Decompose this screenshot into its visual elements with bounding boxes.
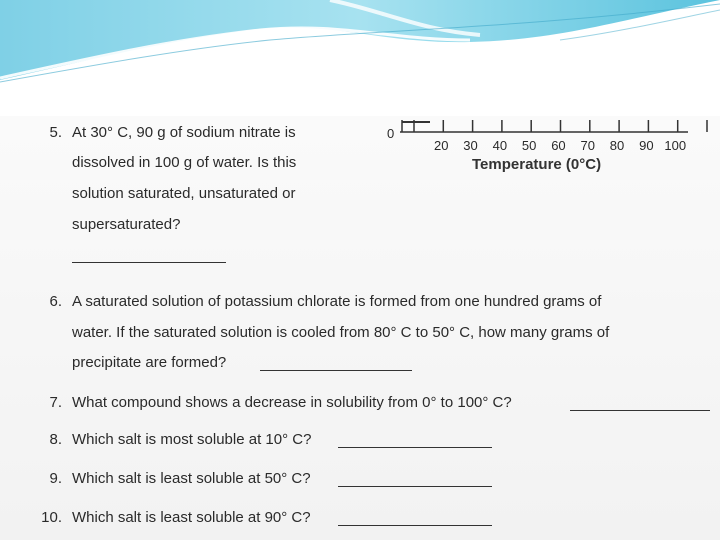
question-6-line-3: precipitate are formed?: [72, 354, 227, 371]
axis-tick-label: 20: [434, 138, 449, 153]
question-5-number: 5.: [49, 124, 62, 141]
question-5-line-2: dissolved in 100 g of water. Is this: [72, 154, 297, 171]
axis-tick-label: 100: [664, 138, 687, 153]
question-6-number: 6.: [49, 293, 62, 310]
axis-tick-label: 80: [609, 138, 625, 153]
question-8-line-1: Which salt is most soluble at 10° C?: [72, 431, 312, 448]
header-wave-banner: [0, 0, 720, 120]
axis-tick-label: 90: [639, 138, 654, 153]
question-9-answer-blank[interactable]: [338, 486, 492, 487]
question-9-number: 9.: [49, 470, 62, 487]
question-7-line-1: What compound shows a decrease in solubility from 0° to 100° C?: [72, 394, 512, 411]
question-5-line-1: At 30° C, 90 g of sodium nitrate is: [72, 124, 296, 141]
question-6-answer-blank[interactable]: [260, 370, 412, 371]
axis-tick-label: 50: [521, 138, 537, 153]
axis-tick-label: 40: [492, 138, 508, 153]
question-6-line-1: A saturated solution of potassium chlorate is formed from one hundred grams of: [72, 293, 602, 310]
axis-title: Temperature (0°C): [472, 156, 602, 173]
axis-tick-label: 30: [463, 138, 478, 153]
axis-tick-label: 60: [551, 138, 566, 153]
question-6-line-2: water. If the saturated solution is cooled from 80° C to 50° C, how many grams of: [72, 324, 610, 341]
question-9-line-1: Which salt is least soluble at 50° C?: [72, 470, 311, 487]
axis-origin-label: 0: [387, 126, 395, 141]
axis-tick-label: 70: [580, 138, 595, 153]
question-8-answer-blank[interactable]: [338, 447, 492, 448]
question-10-line-1: Which salt is least soluble at 90° C?: [72, 509, 311, 526]
question-10-number: 10.: [41, 509, 62, 526]
question-10-answer-blank[interactable]: [338, 525, 492, 526]
question-5-line-3: solution saturated, unsaturated or: [72, 185, 296, 202]
question-5-line-4: supersaturated?: [72, 216, 181, 233]
question-7-answer-blank[interactable]: [570, 410, 710, 411]
question-7-number: 7.: [49, 394, 62, 411]
question-8-number: 8.: [49, 431, 62, 448]
question-5-answer-blank[interactable]: [72, 262, 226, 263]
